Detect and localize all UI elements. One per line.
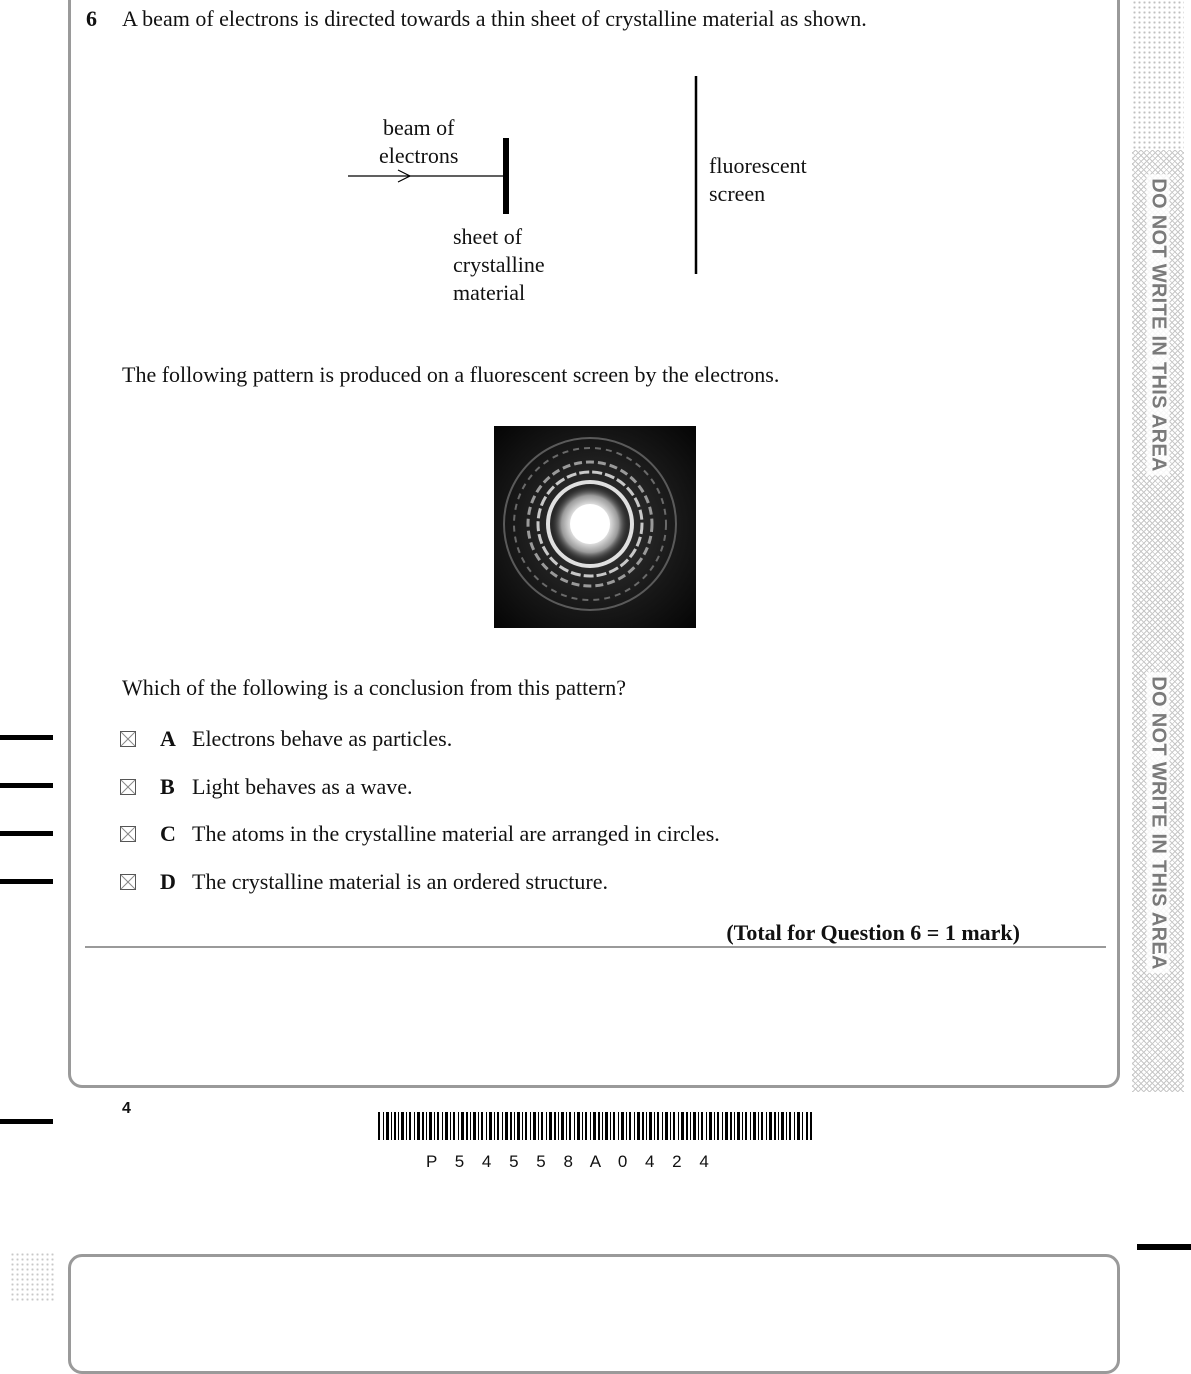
page-number: 4 xyxy=(122,1100,131,1117)
sheet-label-line3: material xyxy=(453,280,526,305)
margin-warning-top: DO NOT WRITE IN THIS AREA xyxy=(1147,174,1170,475)
margin-tick xyxy=(0,735,53,740)
question-number: 6 xyxy=(86,6,97,31)
option-c[interactable] xyxy=(120,819,720,849)
margin-tick xyxy=(0,1119,53,1124)
option-text: Light behaves as a wave. xyxy=(192,774,413,799)
question-stem: A beam of electrons is directed towards a thin sheet of crystalline material as shown. xyxy=(122,6,867,31)
pattern-sentence: The following pattern is produced on a fluorescent screen by the electrons. xyxy=(122,362,780,387)
crystalline-sheet xyxy=(503,138,509,214)
margin-warning-bottom: DO NOT WRITE IN THIS AREA xyxy=(1147,672,1170,973)
question-total: (Total for Question 6 = 1 mark) xyxy=(726,920,1020,945)
margin-tick xyxy=(0,879,53,884)
beam-label-line1: beam of xyxy=(383,115,455,140)
screen-label-line2: screen xyxy=(709,181,766,206)
sheet-label-line1: sheet of xyxy=(453,224,523,249)
barcode-text: P 5 4 5 5 8 A 0 4 2 4 xyxy=(426,1152,709,1171)
margin-tick xyxy=(0,783,53,788)
option-letter: B xyxy=(160,774,175,799)
beam-label-line2: electrons xyxy=(379,143,459,168)
divider xyxy=(85,946,1106,948)
answer-checkbox-b[interactable] xyxy=(120,779,136,795)
option-text: The atoms in the crystalline material are arranged in circles. xyxy=(192,821,720,846)
next-page-border xyxy=(68,1254,1120,1374)
screen-label-line1: fluorescent xyxy=(709,153,807,178)
margin-dot-pattern xyxy=(1132,0,1184,150)
margin-tick-right xyxy=(1137,1244,1191,1250)
option-b[interactable] xyxy=(120,772,413,802)
apparatus-diagram xyxy=(330,70,730,320)
margin-dot-pattern-bottom xyxy=(10,1252,56,1301)
answer-checkbox-a[interactable] xyxy=(120,731,136,747)
option-a[interactable] xyxy=(120,724,452,754)
question-prompt: Which of the following is a conclusion from this pattern? xyxy=(122,675,627,700)
option-text: The crystalline material is an ordered structure. xyxy=(192,869,608,894)
option-text: Electrons behave as particles. xyxy=(192,726,453,751)
option-d[interactable] xyxy=(120,867,608,897)
option-letter: C xyxy=(160,821,176,846)
answer-checkbox-c[interactable] xyxy=(120,826,136,842)
option-letter: A xyxy=(160,726,176,751)
sheet-label-line2: crystalline xyxy=(453,252,545,277)
option-letter: D xyxy=(160,869,176,894)
margin-tick xyxy=(0,831,53,836)
answer-checkbox-d[interactable] xyxy=(120,874,136,890)
electron-diffraction-pattern-image xyxy=(494,426,696,628)
